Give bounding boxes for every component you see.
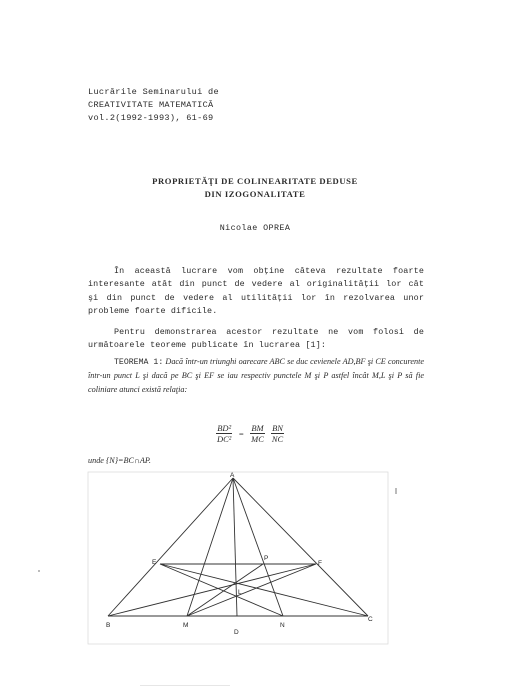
paper-title [0,175,510,201]
theorem-formula [216,423,284,444]
label-e: E [152,559,157,566]
title-line-2: DIN IZOGONALITATE [204,189,306,199]
theorem-label: TEOREMA 1: [114,358,164,367]
fraction-numerator: BD² [217,423,232,433]
label-m: M [183,622,189,629]
title-line-1: PROPRIETĂŢI DE COLINEARITATE DEDUSE [152,176,358,186]
side-ac [233,478,368,616]
fraction-numerator: BM [251,423,264,433]
scan-speck [395,488,397,494]
fraction-denominator: DC² [217,434,232,444]
geometry-figure [80,468,396,648]
label-f: F [318,560,322,567]
intro-paragraph [88,265,424,319]
cevian-bf [108,564,316,616]
journal-line-1: Lucrările Seminarului de [88,87,219,97]
fraction-denominator: NC [271,434,284,444]
equals-sign: = [238,428,245,439]
side-ab [108,478,233,616]
fraction-denominator: MC [251,434,264,444]
journal-line-2: CREATIVITATE MATEMATICĂ [88,100,214,110]
fraction-numerator: BN [272,423,283,433]
label-a: A [230,472,235,479]
method-text: Pentru demonstrarea acestor rezultate ne vom folosi de următoarele teoreme publicate în lucrarea [1]: [88,327,424,351]
label-b: B [106,622,111,629]
theorem-statement: Dacă într-un triunghi oarecare ABC se duc cevienele AD,BF şi CE concurente într-un punct L şi dacă pe BC şi EF se iau respectiv punctele M şi P astfel încât M,L şi P să fie coliniare atunci există relaţia: [88,357,425,394]
journal-reference [88,86,219,125]
fraction-bd-dc [216,423,232,444]
fraction-bn-nc [271,423,284,444]
method-paragraph [88,326,424,353]
fraction-bm-mc [250,423,265,444]
label-d: D [234,629,239,636]
author-name: Nicolae OPREA [219,223,291,233]
intro-text: În această lucrare vom obţine câteva rezultate foarte interesante atât din punct de vedere al originalităţii lor cât şi din punct de vedere al utilităţii lor în rezolvarea unor probleme foarte dificile. [88,266,424,317]
scan-smudge [140,685,230,686]
scan-speck [38,570,40,572]
label-c: C [368,616,373,623]
label-p: P [264,555,269,562]
theorem-1 [88,355,424,396]
intersection-definition: unde {N}=BC∩AP. [88,456,151,465]
label-l: L [238,589,242,596]
figure-frame [88,472,388,644]
journal-line-3: vol.2(1992-1993), 61-69 [88,113,214,123]
label-n: N [280,622,285,629]
line-am [187,478,233,616]
